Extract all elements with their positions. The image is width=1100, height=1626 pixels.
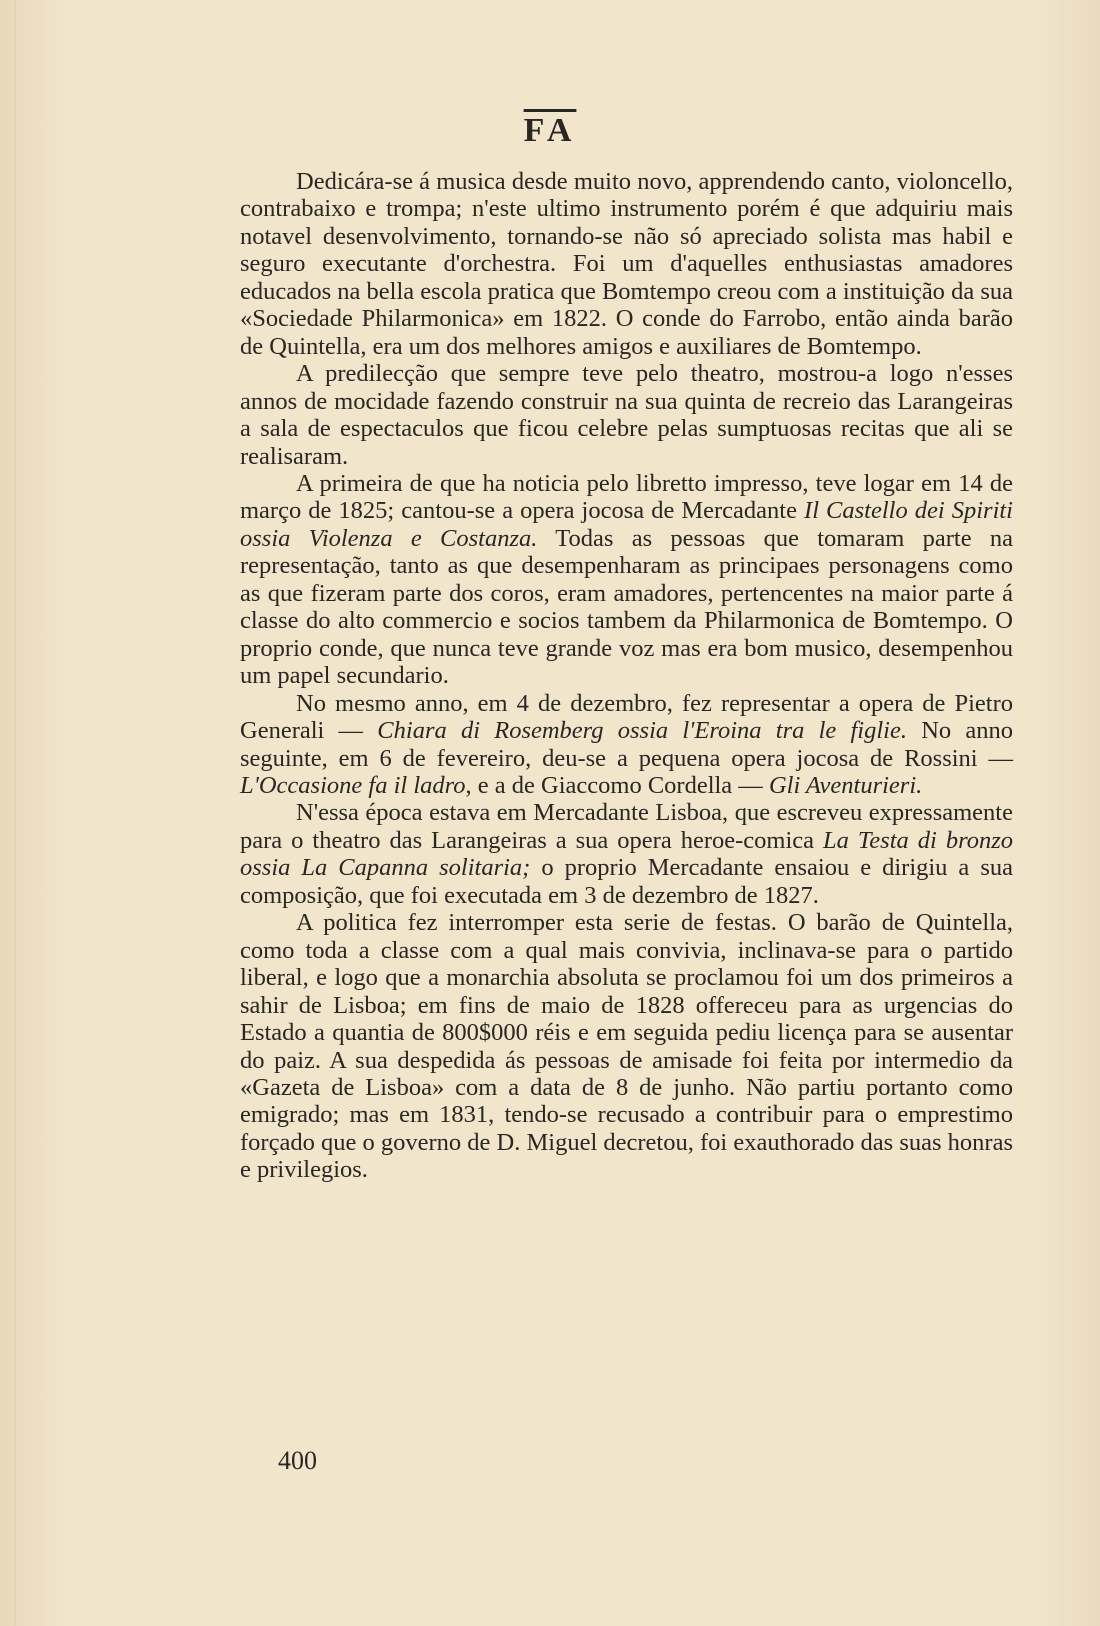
paragraph [240,799,1013,909]
text-run: Todas as pessoas que tomaram parte na representação, tanto as que desempenharam as principaes personagens como as que fizeram parte dos coros, eram amadores, pertencentes na maior parte á classe do alto commercio e socios tambem da Philarmonica de Bomtempo. O proprio conde, que nunca teve grande voz mas era bom musico, desempenhou um papel secundario. [240,524,1013,690]
running-header [0,112,1100,150]
paragraph [240,360,1013,470]
page-fold-shadow [14,0,16,1626]
italic-title: L'Occasione fa il ladro [240,771,466,799]
text-run: Dedicára-se á musica desde muito novo, apprendendo canto, violoncello, contrabaixo e trompa; n'este ultimo instrumento porém é que adquiriu mais notavel desenvolvimento, tornando-se não só apreciado solista mas habil e seguro executante d'orchestra. Foi um d'aquelles enthusiastas amadores educados na bella escola pratica que Bomtempo creou com a instituição da sua «Sociedade Philarmonica» em 1822. O conde do Farrobo, então ainda barão de Quintella, era um dos melhores amigos e auxiliares de Bomtempo. [240,168,1013,360]
body-text [240,168,1013,1184]
paragraph [240,470,1013,690]
text-run: , e a de Giaccomo Cordella — [465,771,769,799]
page-number: 400 [278,1446,317,1475]
paragraph [240,168,1013,360]
italic-title: Chiara di Rosemberg ossia l'Eroina tra le figlie. [377,717,907,745]
text-run: o proprio Mercadante ensaiou e dirigiu a sua composição, que foi executada em 3 de dezembro de 1827. [240,854,1013,909]
text-run: A politica fez interromper esta serie de festas. O barão de Quintella, como toda a classe com a qual mais convivia, inclinava-se para o partido liberal, e logo que a monarchia absoluta se proclamou foi um dos primeiros a sahir de Lisboa; em fins de maio de 1828 offereceu para as urgencias do Estado a quantia de 800$000 réis e em seguida pediu licença para se ausentar do paiz. A sua despedida ás pessoas de amisade foi feita por intermedio da «Gazeta de Lisboa» com a data de 8 de junho. Não partiu portanto como emigrado; mas em 1831, tendo-se recusado a contribuir para o emprestimo forçado que o governo de D. Miguel decretou, foi exauthorado das suas honras e privilegios. [240,909,1013,1184]
text-run: N'essa época estava em Mercadante Lisboa, que escreveu expressamente para o theatro das Larangeiras a sua opera heroe-comica [240,799,1013,854]
paragraph [240,909,1013,1184]
text-run: A predilecção que sempre teve pelo theatro, mostrou-a logo n'esses annos de mocidade fazendo construir na sua quinta de recreio das Larangeiras a sala de espectaculos que ficou celebre pelas sumptuosas recitas que ali se realisaram. [240,360,1013,470]
text-run: A primeira de que ha noticia pelo libretto impresso, teve logar em 14 de março de 1825; cantou-se a opera jocosa de Mercadante [240,469,1013,525]
text-run: No mesmo anno, em 4 de dezembro, fez representar a opera de Pietro Generali — [240,689,1013,745]
italic-title: Il Castello dei Spiriti ossia Violenza e Costanza. [240,497,1013,552]
text-run: No anno seguinte, em 6 de fevereiro, deu-se a pequena opera jocosa de Rossini — [240,717,1013,772]
italic-title: La Testa di bronzo ossia La Capanna solitaria; [240,826,1014,882]
header-title: $\overline{FA}$ [523,112,577,149]
italic-title: Gli Aventurieri. [768,771,923,799]
paragraph [240,690,1013,800]
